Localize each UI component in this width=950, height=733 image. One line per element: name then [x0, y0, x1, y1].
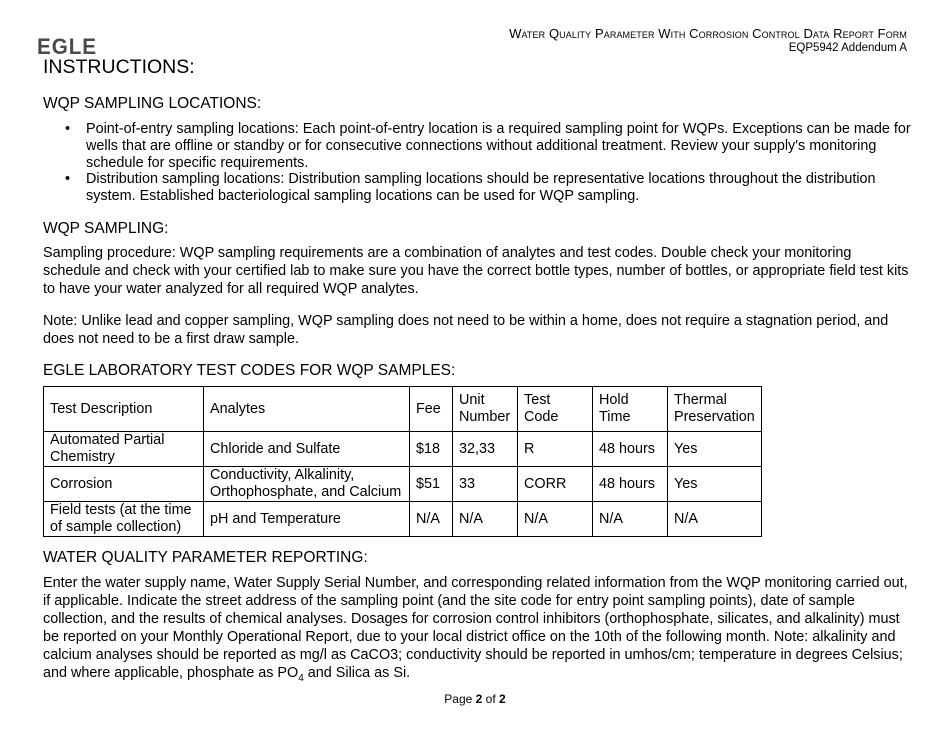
form-code: EQP5942 Addendum A [788, 42, 907, 54]
table-cell: Corrosion [44, 467, 204, 502]
column-header: Thermal Preservation [668, 387, 762, 432]
table-cell: R [518, 432, 593, 467]
table-cell: $18 [410, 432, 453, 467]
table-cell: Yes [668, 467, 762, 502]
page-number: Page 2 of 2 [444, 692, 506, 706]
bullet-icon: • [65, 171, 71, 188]
column-header: Fee [410, 387, 453, 432]
table-cell: 32,33 [453, 432, 518, 467]
table-cell: N/A [518, 502, 593, 537]
column-header: Hold Time [593, 387, 668, 432]
page-title: INSTRUCTIONS: [43, 56, 195, 78]
table-cell: 48 hours [593, 432, 668, 467]
subscript: 4 [298, 672, 304, 684]
reporting-body: Enter the water supply name, Water Supply Serial Number, and corresponding related information from the WQP monitoring carried out, if applicable. Indicate the street address of the sampling point (and the site code for entry point sampling points), date of sample collection, and the results of chemical analyses. Dosages for corrosion control inhibitors (orthophosphate, silicates, and alkalinity) must be reported on your Monthly Operational Report, due to your local district office on the 10th of the following month. Note: alkalinity and calcium analyses should be reported as mg/l as CaCO3; conductivity should be reported in umhos/cm; temperature in degrees Celsius; and where applicable, phosphate as $PO_4$ and Silica as Si. [43, 575, 908, 684]
table-cell: 48 hours [593, 467, 668, 502]
sampling-heading: WQP SAMPLING: [43, 220, 169, 237]
table-cell: Field tests (at the time of sample collection) [44, 502, 204, 537]
column-header: Test Code [518, 387, 593, 432]
column-header: Test Description [44, 387, 204, 432]
table-cell: Automated Partial Chemistry [44, 432, 204, 467]
table-row [44, 502, 762, 537]
table-cell: N/A [668, 502, 762, 537]
sampling-note: Note: Unlike lead and copper sampling, WQP sampling does not need to be within a home, does not require a stagnation period, and does not need to be a first draw sample. [43, 313, 889, 347]
locations-heading: WQP SAMPLING LOCATIONS: [43, 95, 262, 112]
egle-logo [37, 35, 99, 57]
form-header [509, 26, 907, 54]
locations-list [43, 121, 911, 205]
table-cell: 33 [453, 467, 518, 502]
table-cell: N/A [453, 502, 518, 537]
logo-wordmark: EGLE [37, 35, 97, 57]
list-item: • Distribution sampling locations: Distribution sampling locations should be representative locations throughout the distribution system. Established bacteriological sampling locations can be used for WQP sampling. [65, 171, 876, 205]
column-header: Unit Number [453, 387, 518, 432]
table-row [44, 467, 762, 502]
table-cell: Chloride and Sulfate [204, 432, 410, 467]
table-row [44, 432, 762, 467]
table-cell: pH and Temperature [204, 502, 410, 537]
column-header: Analytes [204, 387, 410, 432]
bullet-icon: • [65, 121, 71, 137]
table-cell: Conductivity, Alkalinity, Orthophosphate, and Calcium [204, 467, 410, 502]
table-cell: N/A [593, 502, 668, 537]
form-title: Water Quality Parameter With Corrosion Control Data Report Form [509, 26, 907, 41]
table-cell: $51 [410, 467, 453, 502]
table-cell: N/A [410, 502, 453, 537]
test-codes-table [43, 386, 762, 537]
test-codes-heading: EGLE LABORATORY TEST CODES FOR WQP SAMPLES: [43, 362, 456, 379]
table-header-row [44, 387, 762, 432]
sampling-procedure: Sampling procedure: WQP sampling requirements are a combination of analytes and test codes. Double check your monitoring schedule and check with your certified lab to make sure you have the correct bottle types, number of bottles, or appropriate field test kits to have your water analyzed for all required WQP analytes. [43, 245, 909, 297]
table-cell: CORR [518, 467, 593, 502]
list-item: • Point-of-entry sampling locations: Each point-of-entry location is a required sampling point for WQPs. Exceptions can be made for wells that are offline or standby or for consecutive connections without additional treatment. Review your supply's monitoring schedule for specific requirements. [65, 121, 911, 171]
table-cell: Yes [668, 432, 762, 467]
reporting-heading: WATER QUALITY PARAMETER REPORTING: [43, 549, 368, 566]
